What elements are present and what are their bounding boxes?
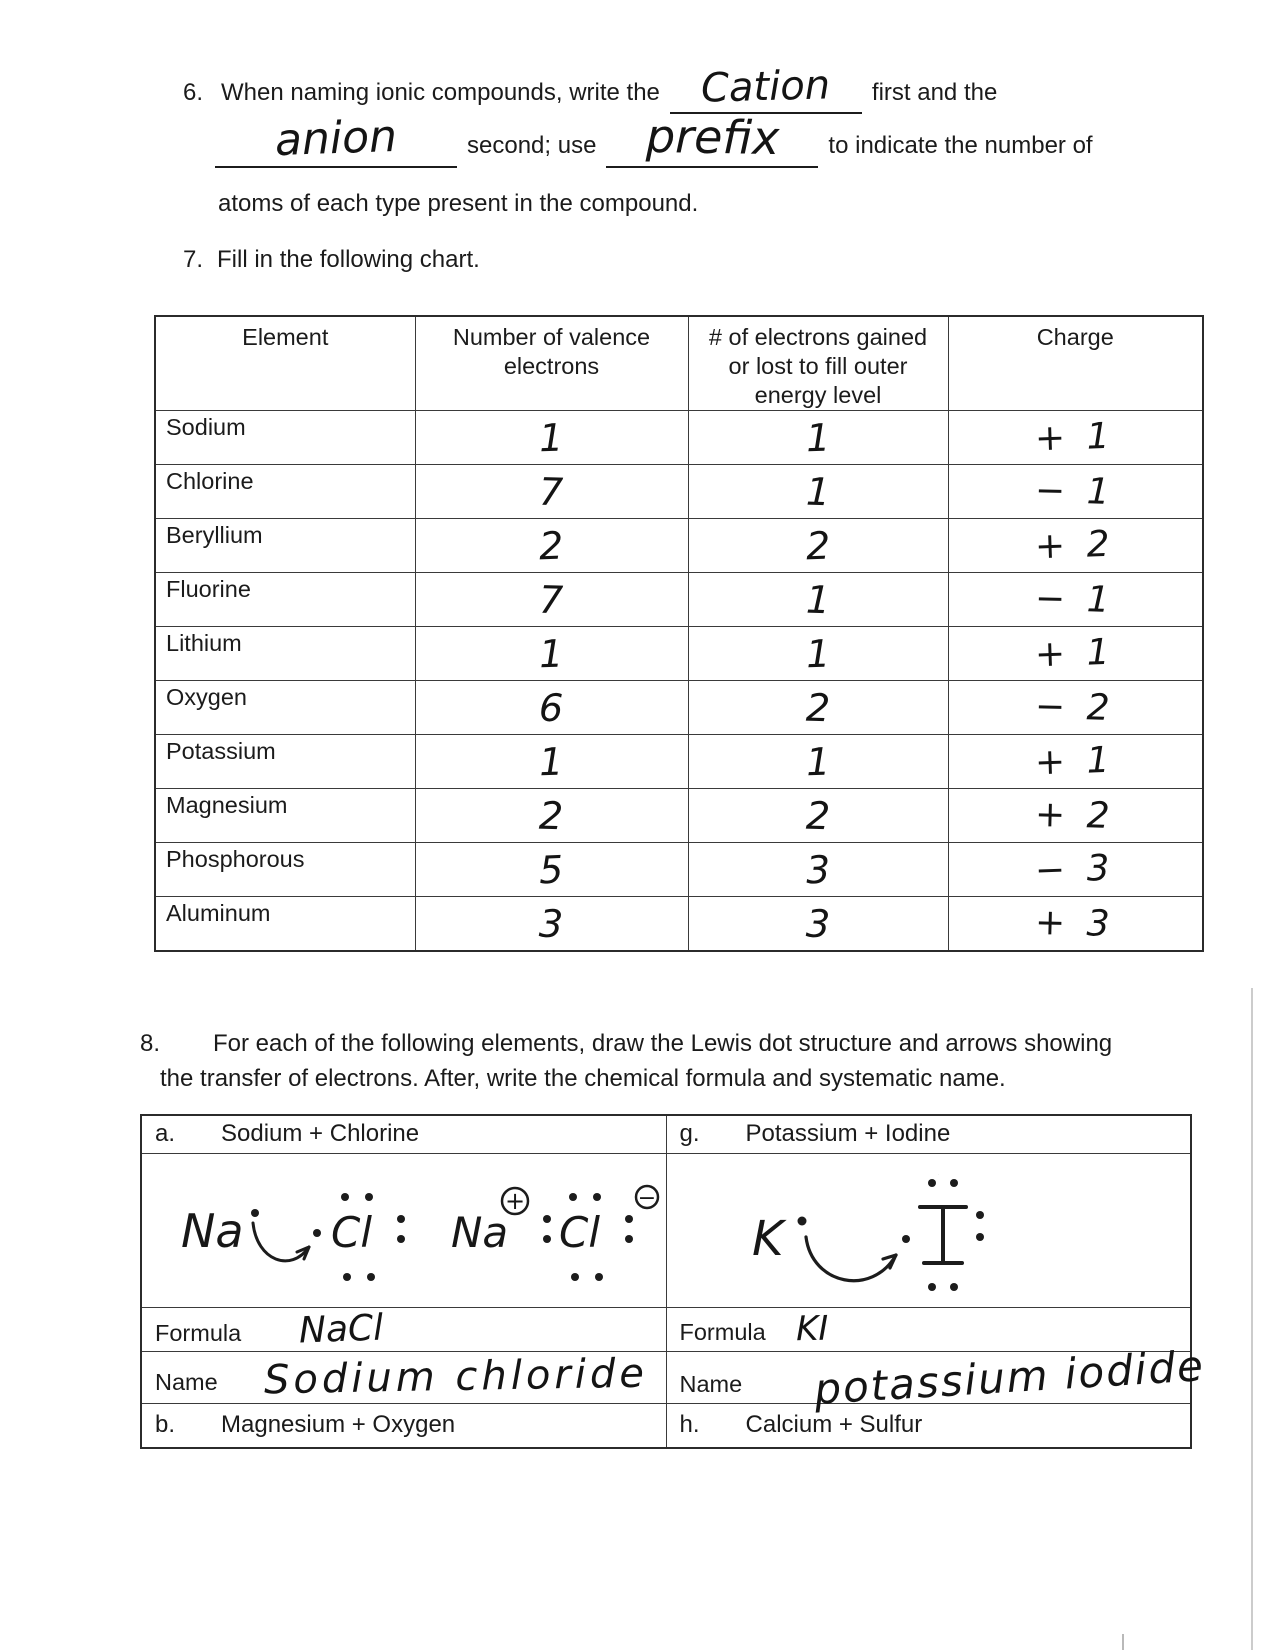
lewis-cl-label: Cl <box>331 1207 372 1257</box>
q8-letter-a: a. <box>155 1120 176 1148</box>
charge-answer: + 3 <box>1034 901 1116 945</box>
q7-row-aluminum <box>155 897 1203 951</box>
gained-lost-cell <box>688 681 948 735</box>
lewis-k-label: K <box>751 1210 783 1267</box>
q7-row-potassium <box>155 735 1203 789</box>
q7-row-beryllium <box>155 519 1203 573</box>
question-8-prompt-line-2 <box>160 1064 1006 1094</box>
q8-prompt-text-1: For each of the following elements, draw the Lewis dot structure and arrows showing <box>213 1030 1113 1057</box>
q7-row-fluorine <box>155 573 1203 627</box>
q8-header-row-a-g <box>141 1115 1191 1153</box>
question-8-prompt-line-1 <box>140 1029 1112 1059</box>
q7-number: 7. <box>183 246 204 273</box>
charge-cell <box>948 411 1203 465</box>
q8-cell-h-header <box>666 1403 1191 1448</box>
lewis-structure-potassium-iodide <box>668 1155 1188 1301</box>
lewis-na-ion-label: Na <box>451 1207 509 1257</box>
lewis-cl-ion-label: Cl <box>559 1207 600 1257</box>
element-cell: Sodium <box>155 411 415 465</box>
charge-cell <box>948 573 1203 627</box>
q8-name-cell-a <box>141 1351 666 1403</box>
charge-cell <box>948 681 1203 735</box>
charge-cell <box>948 735 1203 789</box>
scan-artifact-mark <box>1122 1634 1124 1650</box>
q6-text-before-blank1: When naming ionic compounds, write the <box>221 79 660 106</box>
element-cell: Phosphorous <box>155 843 415 897</box>
charge-cell <box>948 627 1203 681</box>
q7-row-magnesium <box>155 789 1203 843</box>
q7-row-phosphorous <box>155 843 1203 897</box>
electron-dot <box>902 1235 910 1243</box>
valence-cell <box>415 735 688 789</box>
q8-header-row-b-h <box>141 1403 1191 1448</box>
q8-drawing-row <box>141 1153 1191 1307</box>
element-cell: Potassium <box>155 735 415 789</box>
charge-answer: + 1 <box>1034 739 1116 784</box>
valence-answer: 3 <box>538 901 565 946</box>
gained-lost-cell <box>688 519 948 573</box>
q6-blank-1 <box>670 64 862 114</box>
gained-lost-cell <box>688 573 948 627</box>
element-cell: Aluminum <box>155 897 415 951</box>
q6-handwritten-answer-anion: anion <box>274 110 398 167</box>
q7-row-chlorine <box>155 465 1203 519</box>
q7-row-sodium <box>155 411 1203 465</box>
q8-cell-a-header <box>141 1115 666 1153</box>
q8-drawing-cell-a <box>141 1153 666 1307</box>
name-label: Name <box>679 1370 743 1397</box>
q8-cell-g-header <box>666 1115 1191 1153</box>
electron-transfer-arrow-icon <box>253 1223 309 1261</box>
valence-answer: 1 <box>538 739 565 785</box>
element-cell: Magnesium <box>155 789 415 843</box>
charge-answer: + 2 <box>1034 793 1116 837</box>
valence-answer: 1 <box>538 631 565 677</box>
valence-cell <box>415 573 688 627</box>
valence-cell <box>415 843 688 897</box>
charge-answer: − 1 <box>1034 469 1116 513</box>
valence-cell <box>415 681 688 735</box>
element-cell: Chlorine <box>155 465 415 519</box>
q8-formula-row <box>141 1307 1191 1351</box>
q8-name-cell-g <box>666 1340 1207 1414</box>
charge-cell <box>948 465 1203 519</box>
q7-header-gained-lost: # of electrons gained or lost to fill outer energy level <box>688 316 948 411</box>
q8-prompt-text-2: the transfer of electrons. After, write the chemical formula and systematic name. <box>160 1065 1006 1092</box>
name-answer-potassium-iodide: potassium iodide <box>813 1340 1207 1414</box>
valence-answer: 7 <box>538 577 565 623</box>
q8-name-row <box>141 1351 1191 1403</box>
electron-transfer-arrow-icon <box>806 1237 896 1281</box>
gained-lost-answer: 1 <box>805 739 831 785</box>
valence-cell <box>415 627 688 681</box>
q7-row-oxygen <box>155 681 1203 735</box>
lewis-i-label: I <box>937 1174 938 1176</box>
q7-header-element: Element <box>155 316 415 411</box>
lewis-structure-sodium-chloride <box>143 1155 663 1301</box>
q7-prompt-text: Fill in the following chart. <box>217 246 480 273</box>
q8-title-g: Potassium + Iodine <box>745 1120 951 1148</box>
q6-text-between: second; use <box>467 132 597 159</box>
charge-answer: + 1 <box>1034 631 1116 676</box>
gained-lost-answer: 1 <box>805 469 831 515</box>
question-7-prompt <box>183 245 480 275</box>
charge-answer: + 1 <box>1034 415 1116 460</box>
q8-cell-b-header <box>141 1403 666 1448</box>
q6-number: 6. <box>183 79 204 106</box>
charge-cell <box>948 789 1203 843</box>
lewis-na-label: Na <box>181 1203 244 1258</box>
q7-header-charge: Charge <box>948 316 1203 411</box>
gained-lost-answer: 2 <box>805 523 831 569</box>
q7-row-lithium <box>155 627 1203 681</box>
name-label: Name <box>155 1369 218 1395</box>
gained-lost-answer: 3 <box>805 901 831 946</box>
iodine-electron-dots <box>928 1179 984 1291</box>
q6-handwritten-answer-prefix: prefix <box>645 108 780 166</box>
formula-answer-ki: KI <box>795 1308 829 1350</box>
electron-dot <box>313 1229 321 1237</box>
valence-answer: 2 <box>538 523 565 569</box>
gained-lost-answer: 2 <box>805 793 831 839</box>
electron-dot <box>251 1209 259 1217</box>
valence-cell <box>415 519 688 573</box>
q8-drawing-cell-g <box>666 1153 1191 1307</box>
q6-text-line3: atoms of each type present in the compound. <box>218 190 699 217</box>
electron-dot <box>797 1216 806 1225</box>
question-6-line-2 <box>215 110 1093 168</box>
q6-blank-2 <box>215 110 457 168</box>
q8-number: 8. <box>140 1030 161 1057</box>
gained-lost-cell <box>688 897 948 951</box>
valence-answer: 7 <box>538 469 565 515</box>
element-cell: Beryllium <box>155 519 415 573</box>
q8-formula-cell-a <box>141 1307 666 1351</box>
formula-label: Formula <box>679 1319 766 1345</box>
q7-table <box>154 315 1204 952</box>
question-6-line-1 <box>183 64 997 114</box>
gained-lost-cell <box>688 789 948 843</box>
charge-cell <box>948 843 1203 897</box>
valence-answer: 2 <box>538 793 565 839</box>
valence-answer: 1 <box>538 415 565 461</box>
q6-handwritten-answer-cation: Cation <box>700 62 832 112</box>
plus-charge-symbol: + <box>504 1186 526 1215</box>
q7-header-valence: Number of valence electrons <box>415 316 688 411</box>
valence-cell <box>415 789 688 843</box>
charge-cell <box>948 519 1203 573</box>
valence-answer: 6 <box>538 685 565 731</box>
valence-answer: 5 <box>538 847 565 893</box>
q6-text-after-blank3: to indicate the number of <box>828 132 1093 159</box>
q7-header-row <box>155 316 1203 411</box>
gained-lost-answer: 3 <box>805 847 831 893</box>
formula-label: Formula <box>155 1319 242 1346</box>
element-cell: Oxygen <box>155 681 415 735</box>
valence-cell <box>415 465 688 519</box>
gained-lost-answer: 2 <box>805 685 831 731</box>
q6-text-after-blank1: first and the <box>871 79 998 106</box>
gained-lost-cell <box>688 843 948 897</box>
minus-charge-icon <box>636 1186 658 1211</box>
q6-blank-3 <box>606 110 818 168</box>
element-cell: Fluorine <box>155 573 415 627</box>
gained-lost-cell <box>688 411 948 465</box>
charge-answer: − 3 <box>1034 847 1116 892</box>
q8-formula-cell-g <box>666 1307 1191 1351</box>
q8-table <box>140 1114 1207 1449</box>
element-cell: Lithium <box>155 627 415 681</box>
formula-answer-nacl: NaCl <box>298 1307 385 1351</box>
q8-letter-h: h. <box>679 1411 700 1439</box>
gained-lost-answer: 1 <box>805 577 831 623</box>
valence-cell <box>415 411 688 465</box>
valence-cell <box>415 897 688 951</box>
gained-lost-cell <box>688 465 948 519</box>
q8-title-b: Magnesium + Oxygen <box>221 1411 456 1439</box>
charge-answer: − 2 <box>1034 685 1116 729</box>
gained-lost-cell <box>688 735 948 789</box>
name-answer-sodium-chloride: Sodium chloride <box>263 1350 648 1404</box>
plus-charge-icon <box>502 1187 528 1215</box>
q8-letter-g: g. <box>679 1120 700 1148</box>
gained-lost-answer: 1 <box>805 631 831 677</box>
gained-lost-cell <box>688 627 948 681</box>
q8-title-a: Sodium + Chlorine <box>221 1120 420 1148</box>
scan-artifact-line <box>1251 988 1253 1650</box>
gained-lost-answer: 1 <box>805 415 831 461</box>
charge-cell <box>948 897 1203 951</box>
question-6-line-3 <box>218 189 698 219</box>
q8-title-h: Calcium + Sulfur <box>745 1411 923 1439</box>
q8-letter-b: b. <box>155 1411 176 1439</box>
lewis-i-glyph <box>920 1207 966 1263</box>
charge-answer: + 2 <box>1034 523 1116 568</box>
charge-answer: − 1 <box>1034 577 1116 621</box>
minus-charge-symbol: − <box>637 1185 657 1211</box>
